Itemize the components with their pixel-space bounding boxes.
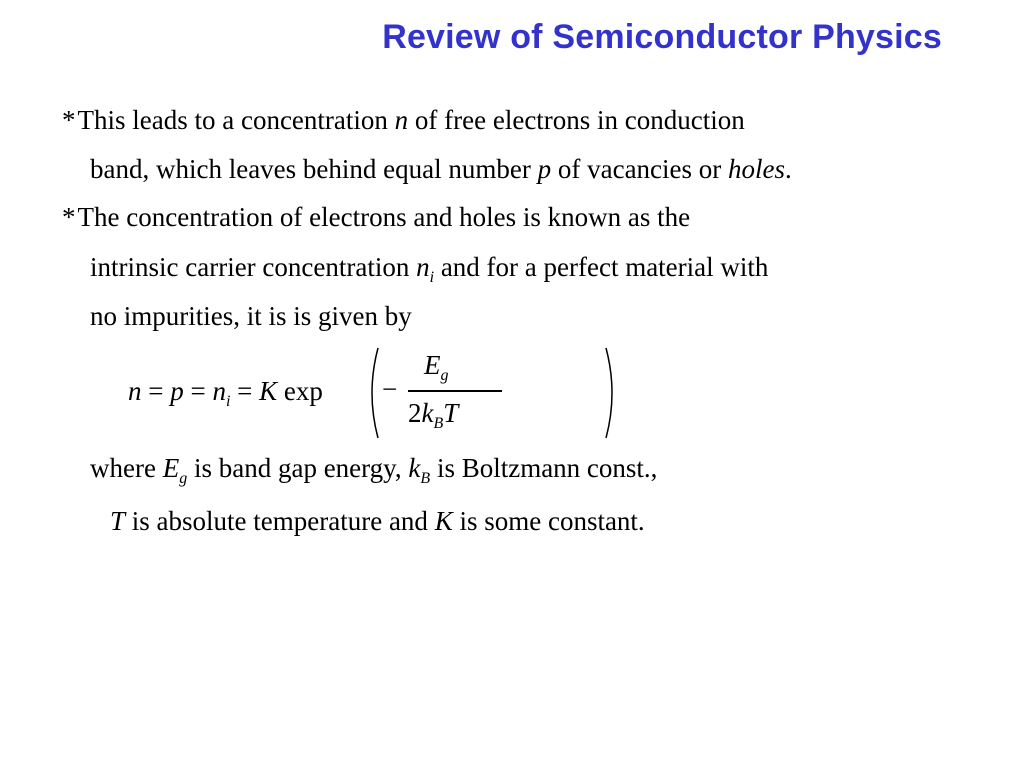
variable-K: K <box>434 506 453 536</box>
eq-p: p <box>170 376 184 406</box>
eq-E-sub: g <box>440 367 449 384</box>
eq-k-sub: B <box>433 415 444 432</box>
equation-lhs <box>128 376 323 410</box>
eq-exp: exp <box>277 376 323 406</box>
left-paren <box>364 346 382 440</box>
text-segment: of vacancies or <box>551 154 729 184</box>
subscript-B: B <box>420 470 431 487</box>
text-segment: is some constant. <box>452 506 645 536</box>
text-segment: of free electrons in conduction <box>408 105 745 135</box>
text-segment: is Boltzmann const., <box>430 453 658 483</box>
text-segment: band, which leaves behind equal number <box>90 154 538 184</box>
paragraph1-line2 <box>90 156 792 183</box>
eq-equals: = <box>141 376 171 406</box>
text-segment: intrinsic carrier concentration <box>90 252 417 282</box>
text-segment: The concentration of electrons and holes is known as the <box>77 202 691 232</box>
paragraph2-line3 <box>90 303 412 330</box>
eq-two: 2 <box>408 398 422 428</box>
fraction-numerator <box>424 350 449 384</box>
text-segment: is absolute temperature and <box>125 506 435 536</box>
variable-n: n <box>416 252 430 282</box>
text-segment: . <box>785 154 792 184</box>
bullet-marker: * <box>62 105 76 135</box>
eq-n: n <box>128 376 142 406</box>
variable-E: E <box>162 453 180 483</box>
text-segment: where <box>90 453 163 483</box>
text-segment: no impurities, it is is given by <box>90 301 412 331</box>
eq-ni: n <box>212 376 226 406</box>
slide-title: Review of Semiconductor Physics <box>382 18 942 56</box>
eq-equals: = <box>230 376 260 406</box>
eq-minus: − <box>382 374 398 404</box>
fraction-denominator <box>408 398 459 432</box>
eq-K: K <box>259 376 278 406</box>
subscript-g: g <box>179 470 188 487</box>
variable-p: p <box>537 154 552 184</box>
text-segment: is band gap energy, <box>187 453 409 483</box>
text-segment: and for a perfect material with <box>434 252 769 282</box>
paragraph1-line1 <box>62 107 745 134</box>
eq-equals: = <box>183 376 213 406</box>
eq-T: T <box>443 398 459 428</box>
right-paren <box>602 346 620 440</box>
subscript-i: i <box>429 269 435 286</box>
bullet-marker: * <box>62 202 76 232</box>
emphasis-holes: holes <box>728 154 786 184</box>
variable-k: k <box>408 453 421 483</box>
intrinsic-concentration-equation <box>128 346 528 442</box>
eq-E: E <box>424 350 441 380</box>
paragraph2-line2 <box>90 252 769 286</box>
variable-n: n <box>394 105 409 135</box>
text-segment: This leads to a concentration <box>77 105 395 135</box>
where-line1 <box>90 453 658 487</box>
fraction-bar <box>408 390 502 392</box>
paragraph2-line1 <box>62 204 690 231</box>
variable-T: T <box>110 506 126 536</box>
eq-ni-sub: i <box>225 393 231 410</box>
eq-k: k <box>421 398 434 428</box>
where-line2 <box>110 508 645 535</box>
